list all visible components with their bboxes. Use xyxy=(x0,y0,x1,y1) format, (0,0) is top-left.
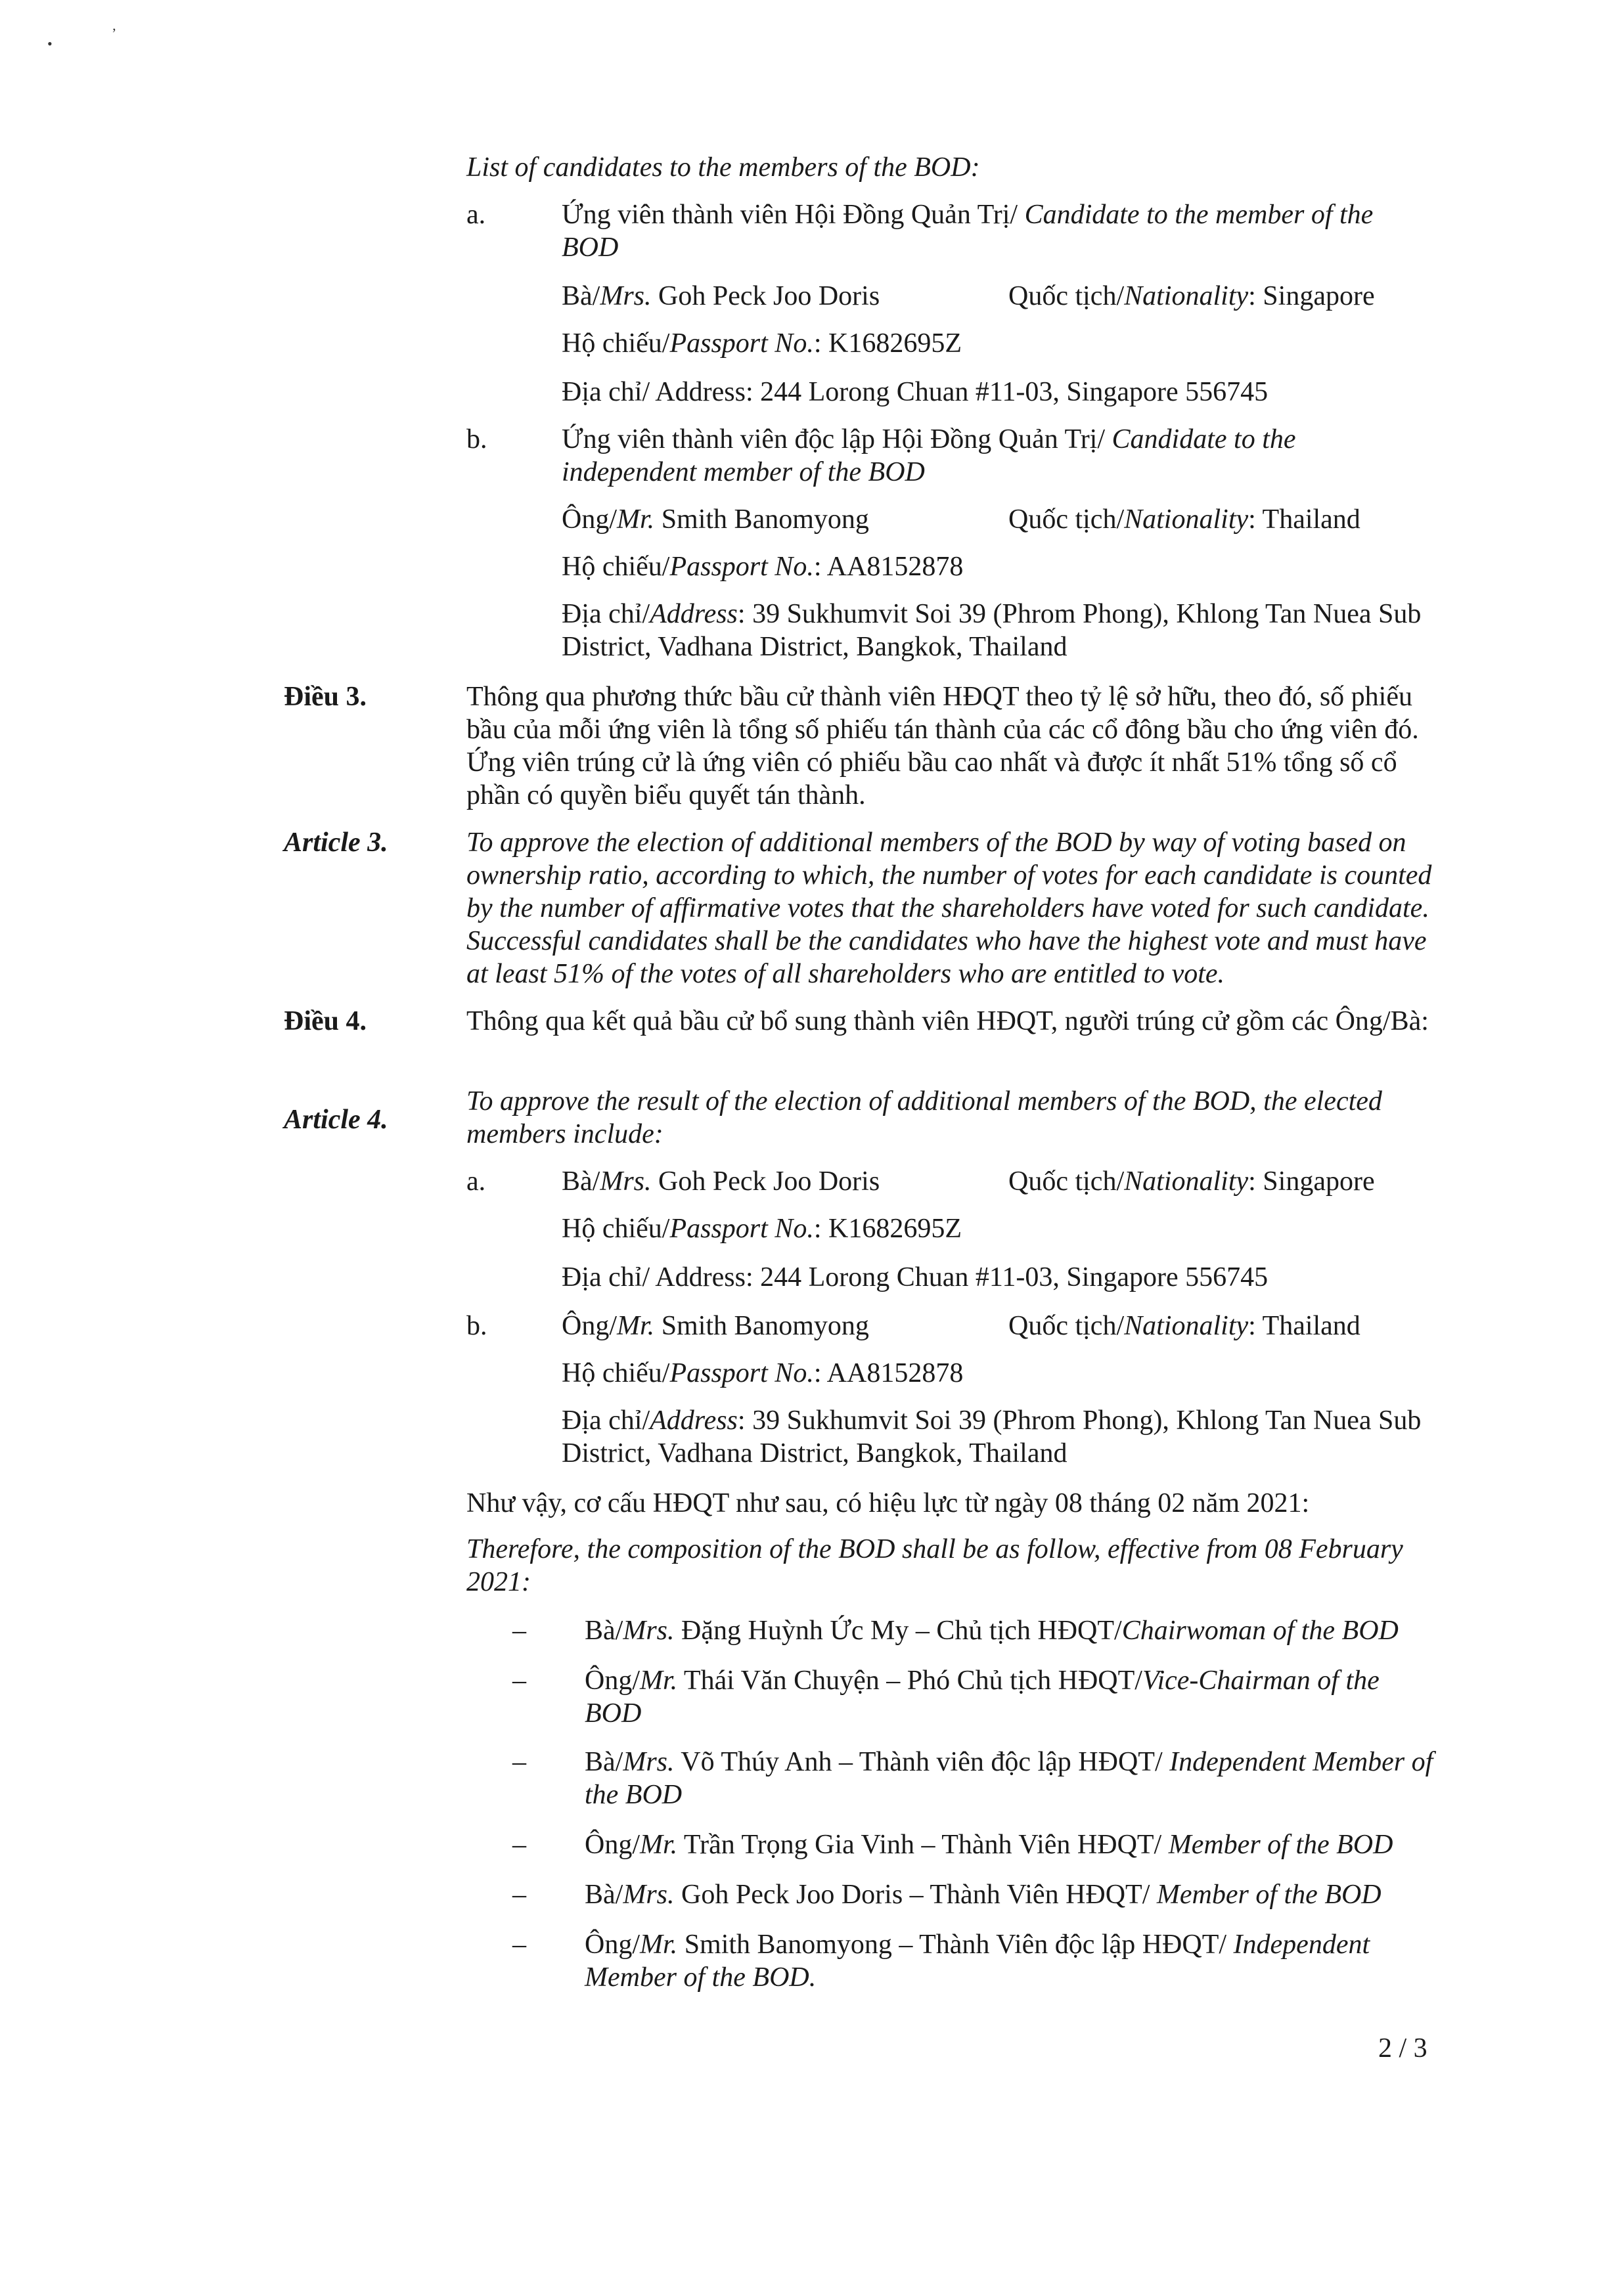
candidate-b-address: Địa chỉ/Address: 39 Sukhumvit Soi 39 (Phrom Phong), Khlong Tan Nuea Sub District, Vadhana District, Bangkok, Thailand xyxy=(562,599,1422,662)
member-item: Ông/Mr. Smith Banomyong – Thành Viên độc lập HĐQT/ Independent Member of the BOD. xyxy=(585,1930,1370,1993)
candidate-a-heading: Ứng viên thành viên Hội Đồng Quản Trị/ Candidate to the member of the BOD xyxy=(562,200,1374,263)
candidate-a-marker: a. xyxy=(466,200,486,230)
candidate-b-name: Ông/Mr. Smith Banomyong xyxy=(562,504,869,535)
elected-b-marker: b. xyxy=(466,1311,487,1341)
candidates-intro: List of candidates to the members of the BOD: xyxy=(466,152,980,183)
member-item: Bà/Mrs. Goh Peck Joo Doris – Thành Viên HĐQT/ Member of the BOD xyxy=(585,1880,1382,1910)
elected-a-passport: Hộ chiếu/Passport No.: K1682695Z xyxy=(562,1214,962,1244)
candidate-b-marker: b. xyxy=(466,424,487,454)
member-dash: – xyxy=(512,1930,526,1960)
article-4-label-en: Article 4. xyxy=(284,1105,388,1135)
elected-b-address: Địa chỉ/Address: 39 Sukhumvit Soi 39 (Phrom Phong), Khlong Tan Nuea Sub District, Vadhana District, Bangkok, Thailand xyxy=(562,1405,1422,1468)
member-dash: – xyxy=(512,1880,526,1910)
member-dash: – xyxy=(512,1666,526,1696)
candidate-a-name: Bà/Mrs. Goh Peck Joo Doris xyxy=(562,281,880,311)
elected-a-nationality: Quốc tịch/Nationality: Singapore xyxy=(1008,1166,1375,1197)
article-3-text-en: To approve the election of additional members of the BOD by way of voting based on ownership ratio, according to which, the number of votes for each candidate is counted by the number of affirmative votes that the shareholders have voted for such candidate. Successful candidates shall be the candidates who have the highest vote and must have at least 51% of the votes of all shareholders who are entitled to vote. xyxy=(466,828,1432,989)
elected-b-name: Ông/Mr. Smith Banomyong xyxy=(562,1311,869,1341)
elected-b-nationality: Quốc tịch/Nationality: Thailand xyxy=(1008,1311,1360,1341)
article-4-text-en: To approve the result of the election of additional members of the BOD, the elected members include: xyxy=(466,1086,1382,1149)
member-dash: – xyxy=(512,1747,526,1777)
elected-a-name: Bà/Mrs. Goh Peck Joo Doris xyxy=(562,1166,880,1197)
candidate-a-address: Địa chỉ/ Address: 244 Lorong Chuan #11-03, Singapore 556745 xyxy=(562,377,1269,407)
elected-a-marker: a. xyxy=(466,1166,486,1197)
candidate-a-nationality: Quốc tịch/Nationality: Singapore xyxy=(1008,281,1375,311)
article-3-text-vi: Thông qua phương thức bầu cử thành viên HĐQT theo tỷ lệ sở hữu, theo đó, số phiếu bầu của mỗi ứng viên là tổng số phiếu tán thành của các cổ đông bầu cho ứng viên đó. Ứng viên trúng cử là ứng viên có phiếu bầu cao nhất và được ít nhất 51% tổng số cổ phần có quyền biểu quyết tán thành. xyxy=(466,682,1419,810)
candidate-b-heading: Ứng viên thành viên độc lập Hội Đồng Quản Trị/ Candidate to the independent member of the BOD xyxy=(562,424,1296,487)
member-item: Ông/Mr. Thái Văn Chuyện – Phó Chủ tịch HĐQT/Vice-Chairman of the BOD xyxy=(585,1666,1380,1729)
candidate-a-passport: Hộ chiếu/Passport No.: K1682695Z xyxy=(562,328,962,359)
member-item: Bà/Mrs. Võ Thúy Anh – Thành viên độc lập HĐQT/ Independent Member of the BOD xyxy=(585,1747,1433,1810)
elected-b-passport: Hộ chiếu/Passport No.: AA8152878 xyxy=(562,1358,964,1388)
member-item: Bà/Mrs. Đặng Huỳnh Ức My – Chủ tịch HĐQT/Chairwoman of the BOD xyxy=(585,1616,1399,1646)
member-item: Ông/Mr. Trần Trọng Gia Vinh – Thành Viên HĐQT/ Member of the BOD xyxy=(585,1830,1393,1860)
scan-speck: ’ xyxy=(112,25,117,41)
member-dash: – xyxy=(512,1616,526,1646)
page-number: 2 / 3 xyxy=(1378,2033,1427,2064)
article-3-label-en: Article 3. xyxy=(284,828,388,858)
scan-speck: • xyxy=(47,35,53,52)
composition-en: Therefore, the composition of the BOD shall be as follow, effective from 08 February 2021: xyxy=(466,1534,1403,1597)
composition-vi: Như vậy, cơ cấu HĐQT như sau, có hiệu lực từ ngày 08 tháng 02 năm 2021: xyxy=(466,1488,1310,1518)
candidate-b-passport: Hộ chiếu/Passport No.: AA8152878 xyxy=(562,552,964,582)
article-4-text-vi: Thông qua kết quả bầu cử bổ sung thành viên HĐQT, người trúng cử gồm các Ông/Bà: xyxy=(466,1006,1429,1036)
article-3-label-vi: Điều 3. xyxy=(284,682,367,712)
candidate-b-nationality: Quốc tịch/Nationality: Thailand xyxy=(1008,504,1360,535)
elected-a-address: Địa chỉ/ Address: 244 Lorong Chuan #11-03, Singapore 556745 xyxy=(562,1262,1269,1292)
article-4-label-vi: Điều 4. xyxy=(284,1006,367,1036)
member-dash: – xyxy=(512,1830,526,1860)
